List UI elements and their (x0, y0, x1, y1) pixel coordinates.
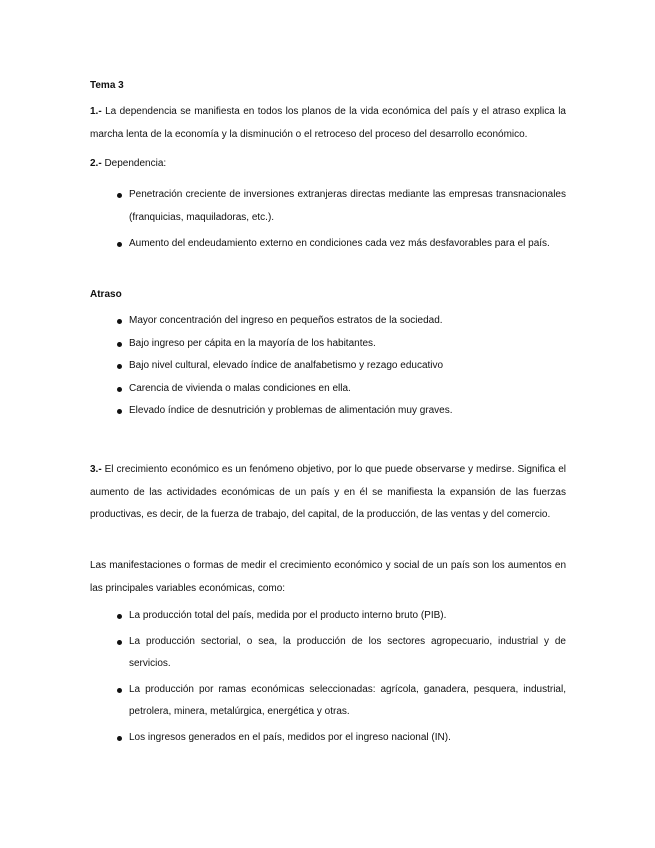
list-item (90, 355, 566, 378)
paragraph-2-text: Dependencia: (101, 158, 167, 169)
list-item-text: Los ingresos generados en el país, medidos por el ingreso nacional (IN). (129, 731, 451, 743)
crecimiento-list (90, 605, 566, 749)
list-item (90, 605, 566, 628)
dependencia-list (90, 184, 566, 256)
list-item (90, 333, 566, 356)
list-item (90, 310, 566, 333)
bullet-icon (117, 688, 122, 693)
atraso-list (90, 310, 566, 423)
list-item (90, 679, 566, 724)
list-item (90, 631, 566, 676)
list-item-text: La producción sectorial, o sea, la producción de los sectores agropecuario, industrial y de servicios. (129, 635, 566, 669)
paragraph-1 (90, 101, 566, 146)
list-item-text: Carencia de vivienda o malas condiciones en ella. (129, 382, 351, 394)
list-item (90, 378, 566, 401)
bullet-icon (117, 640, 122, 645)
list-item (90, 727, 566, 750)
bullet-icon (117, 364, 122, 369)
bullet-icon (117, 736, 122, 741)
list-item-text: La producción por ramas económicas seleccionadas: agrícola, ganadera, pesquera, industrial, petrolera, minera, metalúrgica, energética y otras. (129, 683, 566, 717)
list-item (90, 233, 566, 256)
list-item-text: La producción total del país, medida por el producto interno bruto (PIB). (129, 610, 447, 621)
list-item-text: Penetración creciente de inversiones extranjeras directas mediante las empresas transnacionales (franquicias, maquiladoras, etc.). (129, 189, 566, 223)
list-item (90, 400, 566, 423)
bullet-icon (117, 242, 122, 247)
paragraph-4: Las manifestaciones o formas de medir el crecimiento económico y social de un país son los aumentos en las principales variables económicas, como: (90, 560, 566, 594)
paragraph-3 (90, 459, 566, 527)
atraso-heading: Atraso (90, 289, 122, 300)
list-item (90, 184, 566, 229)
list-item-text: Mayor concentración del ingreso en pequeños estratos de la sociedad. (129, 315, 443, 326)
paragraph-3-number: 3.- (90, 464, 102, 475)
bullet-icon (117, 193, 122, 198)
bullet-icon (117, 342, 122, 347)
paragraph-2 (90, 153, 566, 176)
bullet-icon (117, 319, 122, 324)
paragraph-1-text: La dependencia se manifiesta en todos los planos de la vida económica del país y el atraso explica la marcha lenta de la economía y la disminución o el retroceso del proceso del desarrollo económico. (90, 106, 566, 140)
bullet-icon (117, 387, 122, 392)
bullet-icon (117, 614, 122, 619)
list-item-text: Aumento del endeudamiento externo en condiciones cada vez más desfavorables para el país. (129, 238, 550, 249)
page-title: Tema 3 (90, 80, 124, 91)
list-item-text: Elevado índice de desnutrición y problemas de alimentación muy graves. (129, 405, 453, 416)
paragraph-2-number: 2.- (90, 158, 102, 169)
paragraph-1-number: 1.- (90, 106, 102, 117)
list-item-text: Bajo ingreso per cápita en la mayoría de los habitantes. (129, 337, 376, 349)
paragraph-3-text: El crecimiento económico es un fenómeno objetivo, por lo que puede observarse y medirse. Significa el aumento de las actividades económicas de un país y en él se manifiesta la expansión de las fuerzas productivas, es decir, de la fuerza de trabajo, del capital, de la producción, de las ventas y del comercio. (90, 464, 566, 520)
bullet-icon (117, 409, 122, 414)
list-item-text: Bajo nivel cultural, elevado índice de analfabetismo y rezago educativo (129, 360, 444, 371)
